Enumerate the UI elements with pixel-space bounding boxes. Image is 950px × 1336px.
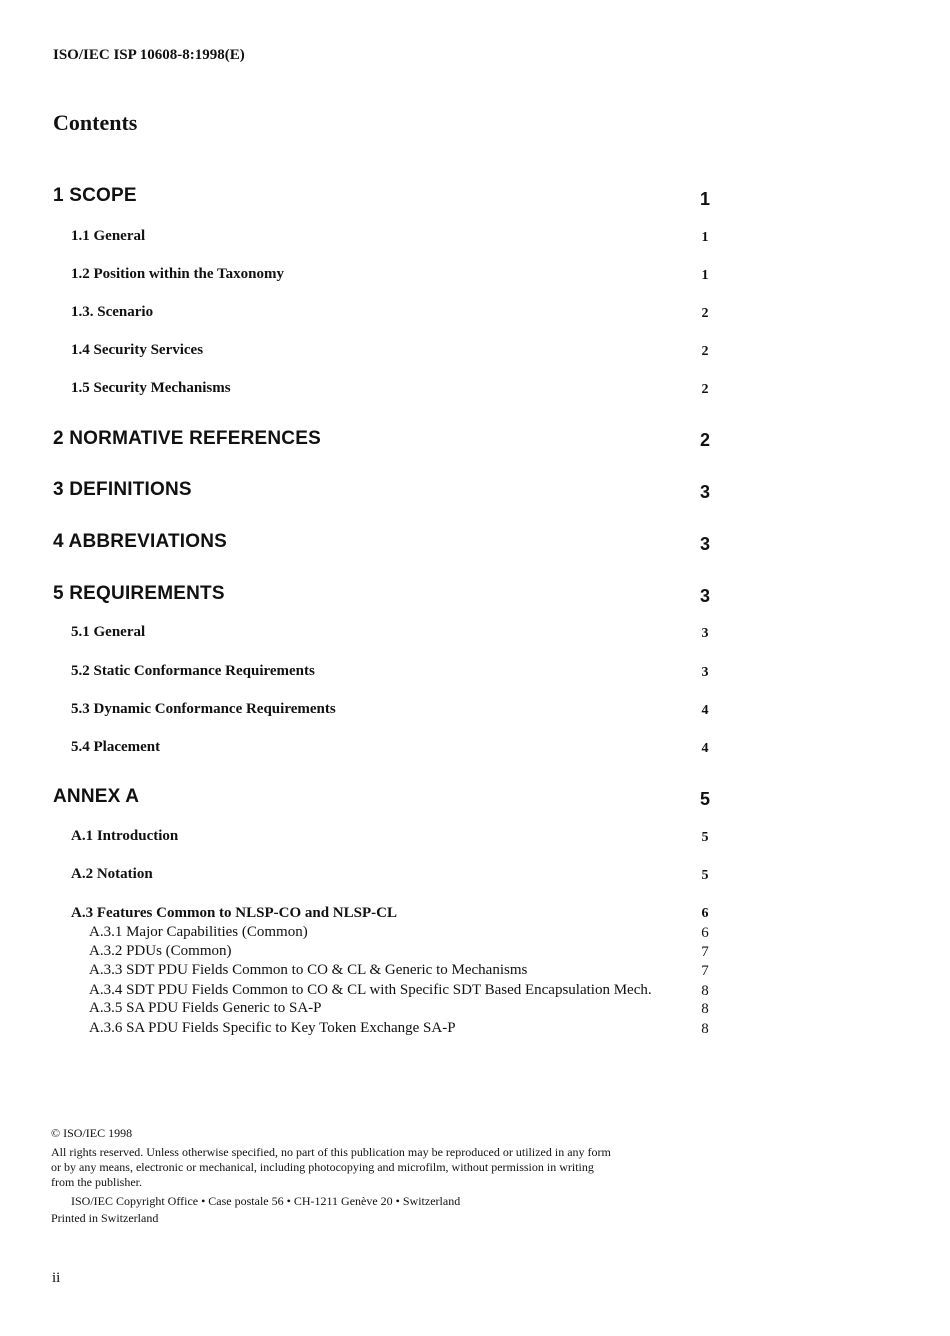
toc-entry-label: A.3.2 PDUs (Common) — [89, 943, 232, 959]
toc-entry-label: A.3.6 SA PDU Fields Specific to Key Token Exchange SA-P — [89, 1020, 456, 1036]
toc-entry-label: 1.3. Scenario — [71, 304, 154, 320]
toc-entry-label: A.3.1 Major Capabilities (Common) — [89, 924, 308, 940]
toc-entry-label: 5.1 General — [71, 624, 146, 640]
toc-entry[interactable] — [0, 624, 950, 652]
toc-entry-label: A.3.4 SDT PDU Fields Common to CO & CL with Specific SDT Based Encapsulation Mech. — [89, 982, 652, 998]
toc-entry-page: 1 — [699, 189, 710, 209]
toc-entry[interactable] — [0, 786, 950, 814]
toc-entry-label: ANNEX A — [53, 786, 140, 807]
toc-entry-label: 2 NORMATIVE REFERENCES — [53, 428, 321, 449]
toc-entry[interactable] — [0, 663, 950, 691]
toc-entry[interactable] — [0, 380, 950, 408]
toc-entry-page: 5 — [701, 830, 709, 845]
toc-entry[interactable] — [0, 228, 950, 256]
toc-entry[interactable] — [0, 185, 950, 213]
toc-entry-label: 5.4 Placement — [71, 739, 161, 755]
toc-entry-page: 2 — [699, 430, 710, 450]
toc-entry-label: A.3.3 SDT PDU Fields Common to CO & CL & Generic to Mechanisms — [89, 962, 528, 978]
toc-entry-label: 1.2 Position within the Taxonomy — [71, 266, 284, 282]
toc-entry-page: 2 — [701, 306, 709, 321]
toc-entry-label: 3 DEFINITIONS — [53, 479, 192, 500]
rights-statement: All rights reserved. Unless otherwise specified, no part of this publication may be reproduced or utilized in any form or by any means, electronic or mechanical, including photocopying and microfilm, without permission in writing from the publisher. — [51, 1145, 611, 1189]
toc-entry[interactable] — [0, 828, 950, 856]
toc-entry-page: 6 — [701, 925, 709, 941]
toc-entry-page: 3 — [699, 482, 710, 502]
toc-entry-page: 8 — [701, 1001, 709, 1017]
copyright-symbol-line: © ISO/IEC 1998 — [51, 1126, 133, 1140]
toc-entry-label: 5.2 Static Conformance Requirements — [71, 663, 315, 679]
toc-entry[interactable] — [0, 866, 950, 894]
toc-entry-page: 5 — [701, 868, 709, 883]
toc-entry-label: 5 REQUIREMENTS — [53, 583, 225, 604]
toc-entry-page: 3 — [701, 665, 709, 680]
toc-entry-label: A.3.5 SA PDU Fields Generic to SA-P — [89, 1000, 322, 1016]
toc-entry-page: 1 — [701, 230, 709, 245]
copyright-block — [51, 1126, 611, 1226]
toc-entry-page: 3 — [701, 626, 709, 641]
toc-entry-label: 1.4 Security Services — [71, 342, 204, 358]
toc-entry-page: 4 — [701, 703, 709, 718]
toc-entry[interactable] — [0, 583, 950, 611]
footer-page-number: ii — [52, 1270, 61, 1286]
printed-in: Printed in Switzerland — [51, 1211, 159, 1225]
copyright-office-address: ISO/IEC Copyright Office • Case postale 56 • CH-1211 Genève 20 • Switzerland — [71, 1194, 461, 1208]
page-title: Contents — [53, 110, 138, 135]
toc-entry-page: 4 — [701, 741, 709, 756]
toc-entry-page: 7 — [701, 944, 709, 960]
toc-entry-page: 8 — [701, 983, 709, 999]
toc-entry-page: 3 — [699, 534, 710, 554]
toc-entry-page: 6 — [701, 906, 709, 921]
toc-entry-page: 2 — [701, 382, 709, 397]
toc-entry-page: 5 — [699, 789, 710, 809]
toc-entry-page: 8 — [701, 1021, 709, 1037]
toc-entry-page: 1 — [701, 268, 709, 283]
toc-entry[interactable] — [0, 428, 950, 456]
toc-entry[interactable] — [0, 701, 950, 729]
toc-entry-label: 5.3 Dynamic Conformance Requirements — [71, 701, 336, 717]
toc-entry[interactable] — [0, 342, 950, 370]
document-identifier: ISO/IEC ISP 10608-8:1998(E) — [53, 47, 245, 63]
toc-entry-label: 1 SCOPE — [53, 185, 137, 206]
toc-entry-label: 1.1 General — [71, 228, 146, 244]
toc-entry[interactable] — [0, 531, 950, 559]
toc-entry-page: 7 — [701, 963, 709, 979]
toc-entry[interactable] — [0, 479, 950, 507]
toc-entry-label: A.3 Features Common to NLSP-CO and NLSP-CL — [71, 905, 397, 921]
toc-entry[interactable] — [0, 266, 950, 294]
toc-entry-label: A.2 Notation — [71, 866, 153, 882]
toc-entry-label: 1.5 Security Mechanisms — [71, 380, 231, 396]
toc-entry-page: 3 — [699, 586, 710, 606]
toc-entry[interactable] — [0, 1020, 950, 1048]
toc-entry[interactable] — [0, 739, 950, 767]
toc-entry-label: A.1 Introduction — [71, 828, 179, 844]
toc-entry-label: 4 ABBREVIATIONS — [53, 531, 228, 552]
toc-entry[interactable] — [0, 304, 950, 332]
toc-entry-page: 2 — [701, 344, 709, 359]
